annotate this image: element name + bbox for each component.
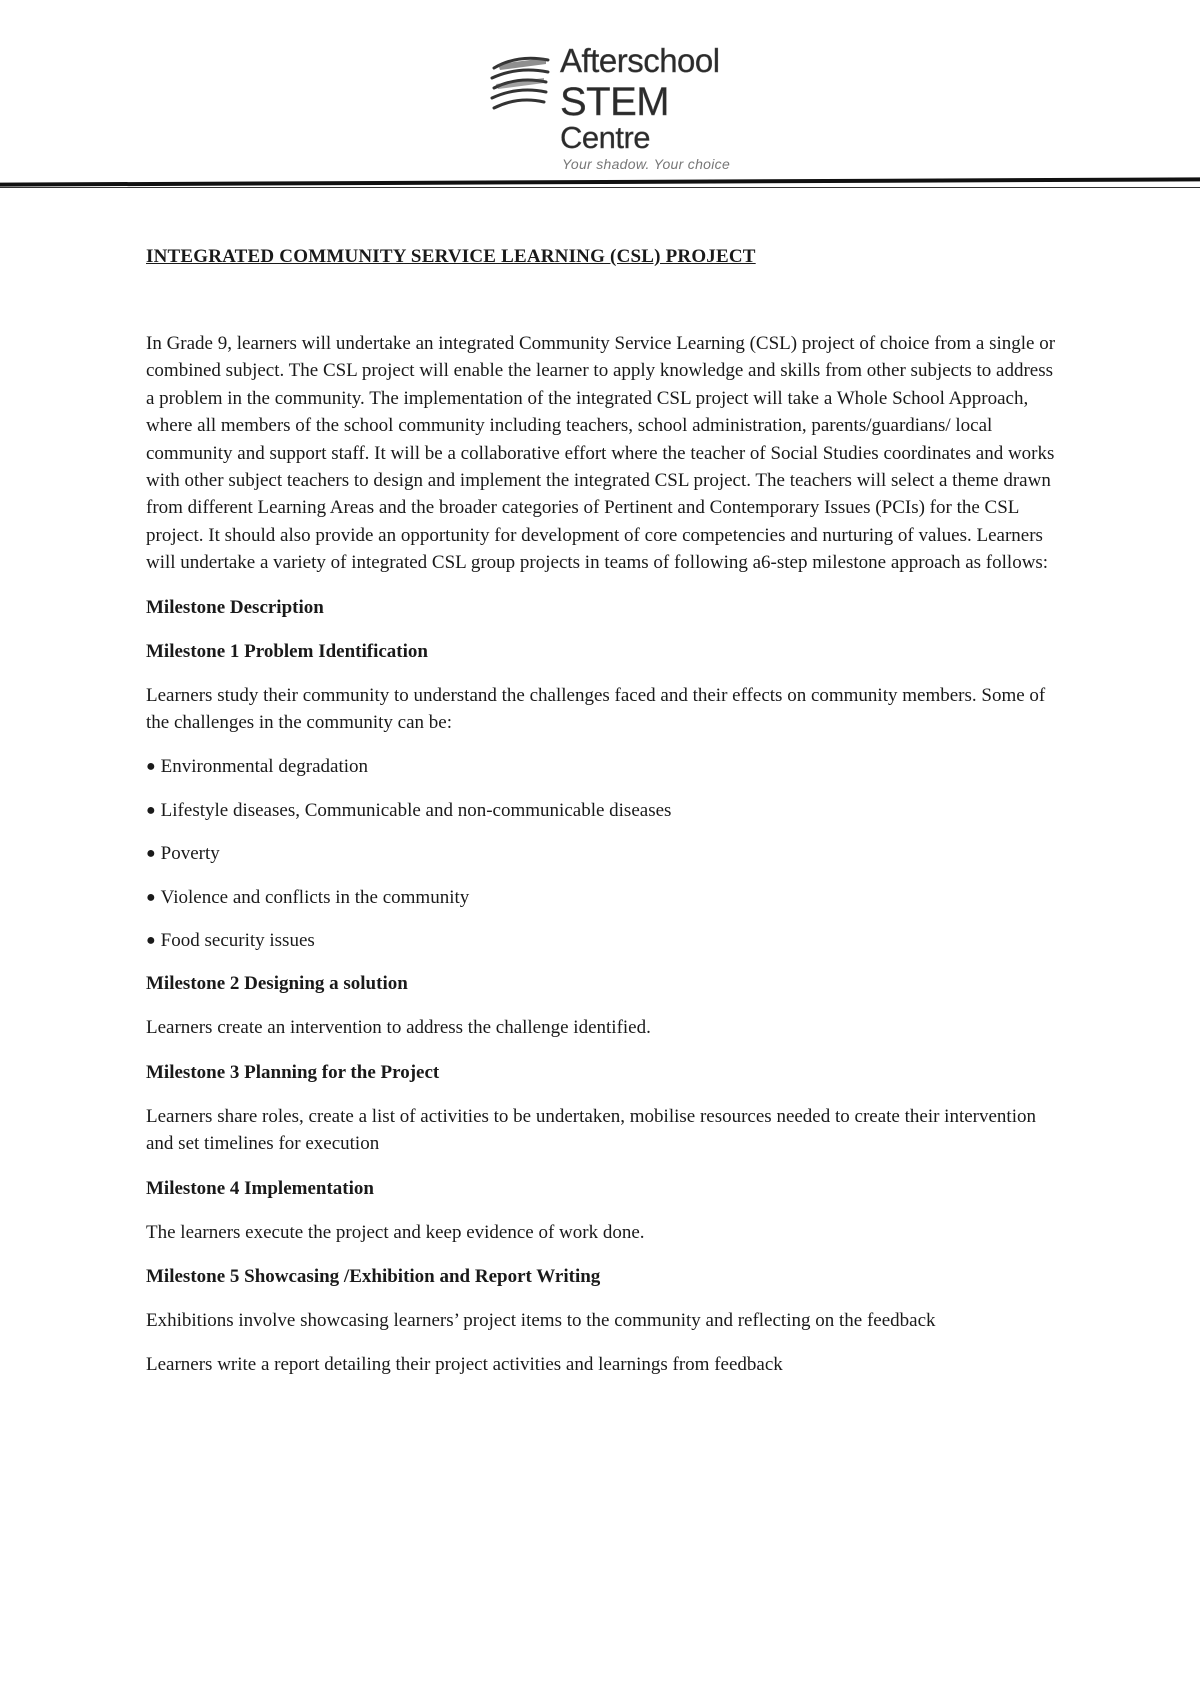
milestone-1-heading: Milestone 1 Problem Identification (146, 640, 428, 662)
milestone-5-text: Exhibitions involve showcasing learners’ project items to the community and reflecting on the feedback (146, 1310, 936, 1332)
bullet-dot-icon: ● (146, 888, 156, 906)
header-divider-thin (0, 187, 1200, 188)
milestone-4-text: The learners execute the project and keep evidence of work done. (146, 1221, 645, 1243)
logo-tagline: Your shadow. Your choice (562, 156, 731, 172)
bullet-dot-icon: ● (146, 845, 156, 863)
challenge-bullet (146, 753, 1066, 780)
bullet-text: Environmental degradation (160, 756, 369, 778)
bullet-text: Violence and conflicts in the community (160, 886, 470, 908)
logo-text-centre: Centre (560, 120, 651, 155)
milestone-5-heading: Milestone 5 Showcasing /Exhibition and Report Writing (146, 1266, 601, 1288)
bullet-dot-icon: ● (146, 758, 156, 776)
milestone-1-text: Learners study their community to understand the challenges faced and their effects on community members. Some of the challenges in the community can be: (146, 684, 1046, 734)
bullet-dot-icon: ● (146, 801, 156, 819)
document-title: INTEGRATED COMMUNITY SERVICE LEARNING (CSL) PROJECT (146, 246, 756, 267)
bullet-text: Poverty (160, 843, 220, 865)
bullet-text: Lifestyle diseases, Communicable and non-communicable diseases (160, 799, 672, 821)
books-stack-icon (488, 50, 554, 114)
challenge-bullet (146, 884, 1066, 911)
bullet-text: Food security issues (160, 930, 315, 952)
header-divider (0, 177, 1200, 186)
milestone-3-text: Learners share roles, create a list of activities to be undertaken, mobilise resources needed to create their intervention and set timelines for execution (146, 1105, 1036, 1155)
intro-paragraph: In Grade 9, learners will undertake an integrated Community Service Learning (CSL) project of choice from a single or combined subject. The CSL project will enable the learner to apply knowledge and skills from other subjects to address a problem in the community. The implementation of the integrated CSL project will take a Whole School Approach, where all members of the school community including teachers, school administration, parents/guardians/ local community and support staff. It will be a collaborative effort where the teacher of Social Studies coordinates and works with other subject teachers to design and implement the integrated CSL project. The teachers will select a theme drawn from different Learning Areas and the broader categories of Pertinent and Contemporary Issues (PCIs) for the CSL project. It should also provide an opportunity for development of core competencies and nurturing of values. Learners will undertake a variety of integrated CSL group projects in teams of following a6-step milestone approach as follows: (146, 333, 1056, 574)
challenge-bullet (146, 840, 1066, 867)
milestone-description-heading: Milestone Description (146, 596, 324, 618)
afterschool-stem-logo (488, 44, 758, 174)
document-body (146, 246, 1066, 1396)
milestone-3-heading: Milestone 3 Planning for the Project (146, 1061, 440, 1083)
challenge-bullet (146, 797, 1066, 824)
milestone-2-text: Learners create an intervention to address the challenge identified. (146, 1017, 651, 1039)
milestone-5-report-text: Learners write a report detailing their project activities and learnings from feedback (146, 1354, 783, 1376)
challenge-bullet (146, 927, 1066, 954)
logo-text-afterschool: Afterschool (560, 42, 720, 79)
milestone-2-heading: Milestone 2 Designing a solution (146, 973, 408, 995)
bullet-dot-icon: ● (146, 932, 156, 950)
logo-text-stem: STEM (560, 80, 670, 124)
milestone-4-heading: Milestone 4 Implementation (146, 1177, 374, 1199)
